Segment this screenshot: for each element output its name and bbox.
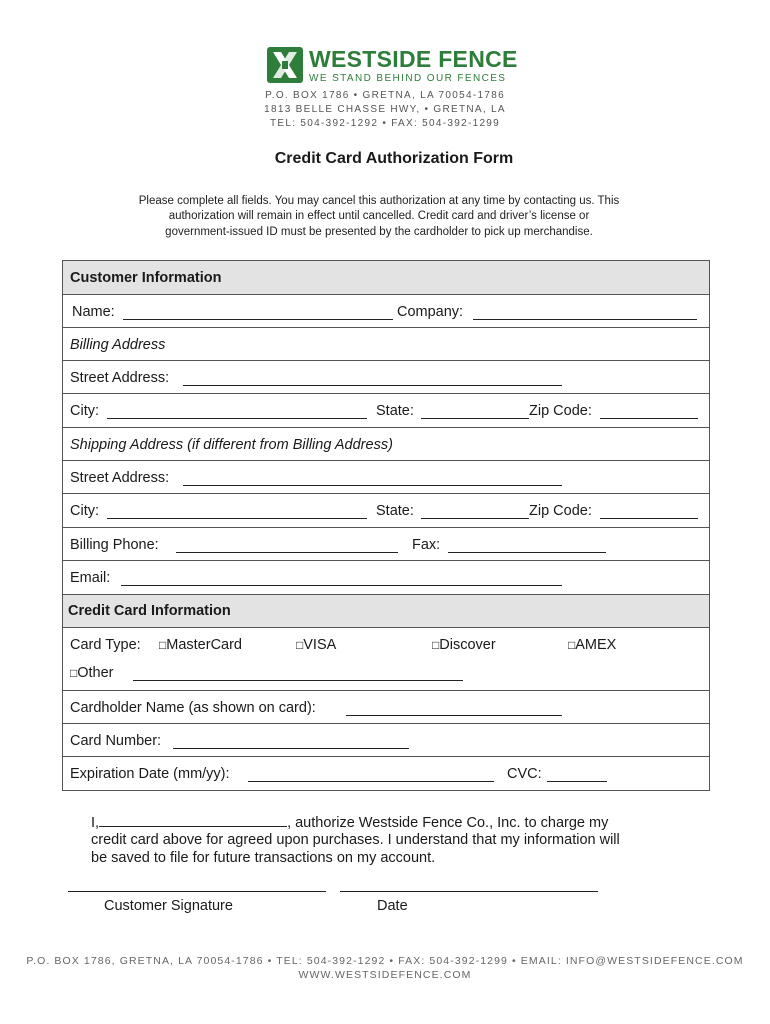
card-type-row: [63, 628, 709, 691]
fax-input-line[interactable]: [448, 539, 606, 553]
email-input-line[interactable]: [121, 572, 562, 586]
authorization-line-1: [91, 813, 608, 831]
mastercard-checkbox[interactable]: □: [159, 638, 167, 652]
name-input-line[interactable]: [123, 306, 393, 320]
authorizer-name-input-line[interactable]: [99, 813, 287, 827]
name-label: Name:: [72, 304, 115, 320]
billing-city-input-line[interactable]: [107, 405, 367, 419]
signature-line[interactable]: [68, 891, 326, 892]
intro-line-1: Please complete all fields. You may cancel this authorization at any time by contacting us. This: [138, 195, 620, 207]
billing-address-row: [63, 328, 709, 361]
shipping-address-heading: Shipping Address (if different from Billing Address): [70, 437, 393, 453]
billing-zip-input-line[interactable]: [600, 405, 698, 419]
shipping-state-input-line[interactable]: [421, 505, 529, 519]
discover-option[interactable]: [432, 637, 496, 653]
expiration-date-input-line[interactable]: [248, 768, 494, 782]
billing-address-heading: Billing Address: [70, 337, 166, 353]
cardholder-name-input-line[interactable]: [346, 702, 562, 716]
amex-option[interactable]: [568, 637, 616, 653]
cardholder-name-label: Cardholder Name (as shown on card):: [70, 700, 316, 716]
other-card-input-line[interactable]: [133, 667, 463, 681]
shipping-zip-input-line[interactable]: [600, 505, 698, 519]
other-option[interactable]: [70, 665, 114, 681]
customer-info-title: Customer Information: [70, 270, 222, 286]
shipping-street-input-line[interactable]: [183, 472, 562, 486]
address-line-2: 1813 BELLE CHASSE HWY, • GRETNA, LA: [264, 104, 506, 115]
card-type-label: Card Type:: [70, 637, 141, 653]
company-name: WESTSIDE FENCE: [309, 46, 518, 72]
address-line-3: TEL: 504-392-1292 • FAX: 504-392-1299: [269, 118, 501, 129]
shipping-address-row: [63, 428, 709, 461]
billing-state-label: State:: [376, 403, 414, 419]
shipping-city-input-line[interactable]: [107, 505, 367, 519]
email-row: [63, 561, 709, 595]
shipping-city-row: [63, 494, 709, 528]
visa-label: VISA: [303, 637, 337, 653]
intro-line-3: government-issued ID must be presented by the cardholder to pick up merchandise.: [165, 226, 593, 238]
card-number-input-line[interactable]: [173, 735, 409, 749]
card-number-label: Card Number:: [70, 733, 162, 749]
form-title: Credit Card Authorization Form: [274, 150, 514, 167]
discover-checkbox[interactable]: □: [432, 638, 440, 652]
mastercard-label: MasterCard: [166, 637, 242, 653]
cvc-label: CVC:: [507, 766, 542, 782]
billing-city-row: [63, 394, 709, 428]
billing-phone-label: Billing Phone:: [70, 537, 159, 553]
amex-checkbox[interactable]: □: [568, 638, 576, 652]
authorization-line-2: credit card above for agreed upon purchases. I understand that my information will: [91, 832, 620, 848]
mastercard-option[interactable]: [159, 637, 242, 653]
discover-label: Discover: [439, 637, 496, 653]
date-line[interactable]: [340, 891, 598, 892]
authorization-form-table: [62, 260, 710, 791]
shipping-street-label: Street Address:: [70, 470, 170, 486]
expiration-date-label: Expiration Date (mm/yy):: [70, 766, 230, 782]
cardholder-row: [63, 691, 709, 724]
company-tagline: WE STAND BEHIND OUR FENCES: [309, 73, 507, 84]
authorization-prefix: I,: [91, 815, 100, 831]
customer-info-header-row: [63, 261, 709, 295]
billing-street-input-line[interactable]: [183, 372, 562, 386]
phone-fax-row: [63, 528, 709, 561]
billing-phone-input-line[interactable]: [176, 539, 398, 553]
cvc-input-line[interactable]: [547, 768, 607, 782]
footer-contact-line: P.O. BOX 1786, GRETNA, LA 70054-1786 • TEL: 504-392-1292 • FAX: 504-392-1299 • EMAIL: INFO@WESTSIDEFENCE.COM: [26, 955, 744, 967]
billing-street-row: [63, 361, 709, 394]
card-info-header-row: [63, 595, 709, 628]
authorization-suffix: , authorize Westside Fence Co., Inc. to charge my: [287, 815, 609, 831]
fax-label: Fax:: [412, 537, 441, 553]
shipping-street-row: [63, 461, 709, 494]
billing-zip-label: Zip Code:: [529, 403, 592, 419]
billing-street-label: Street Address:: [70, 370, 170, 386]
billing-state-input-line[interactable]: [421, 405, 529, 419]
other-label: Other: [77, 665, 114, 681]
signature-label: Customer Signature: [104, 898, 233, 914]
company-label: Company:: [397, 304, 464, 320]
name-company-row: [63, 295, 709, 328]
address-line-1: P.O. BOX 1786 • GRETNA, LA 70054-1786: [265, 90, 505, 101]
footer-website: WWW.WESTSIDEFENCE.COM: [298, 969, 472, 981]
visa-checkbox[interactable]: □: [296, 638, 304, 652]
shipping-city-label: City:: [70, 503, 99, 519]
card-number-row: [63, 724, 709, 757]
shipping-zip-label: Zip Code:: [529, 503, 592, 519]
email-label: Email:: [70, 570, 111, 586]
other-checkbox[interactable]: □: [70, 666, 78, 680]
expiration-row: [63, 757, 709, 791]
date-label: Date: [377, 898, 408, 914]
card-info-title: Credit Card Information: [68, 603, 231, 619]
westside-fence-logo-icon: [267, 47, 303, 83]
amex-label: AMEX: [575, 637, 617, 653]
visa-option[interactable]: [296, 637, 336, 653]
intro-line-2: authorization will remain in effect until cancelled. Credit card and driver’s license or: [168, 210, 590, 222]
shipping-state-label: State:: [376, 503, 414, 519]
billing-city-label: City:: [70, 403, 99, 419]
company-input-line[interactable]: [473, 306, 697, 320]
authorization-line-3: be saved to file for future transactions on my account.: [91, 850, 436, 866]
